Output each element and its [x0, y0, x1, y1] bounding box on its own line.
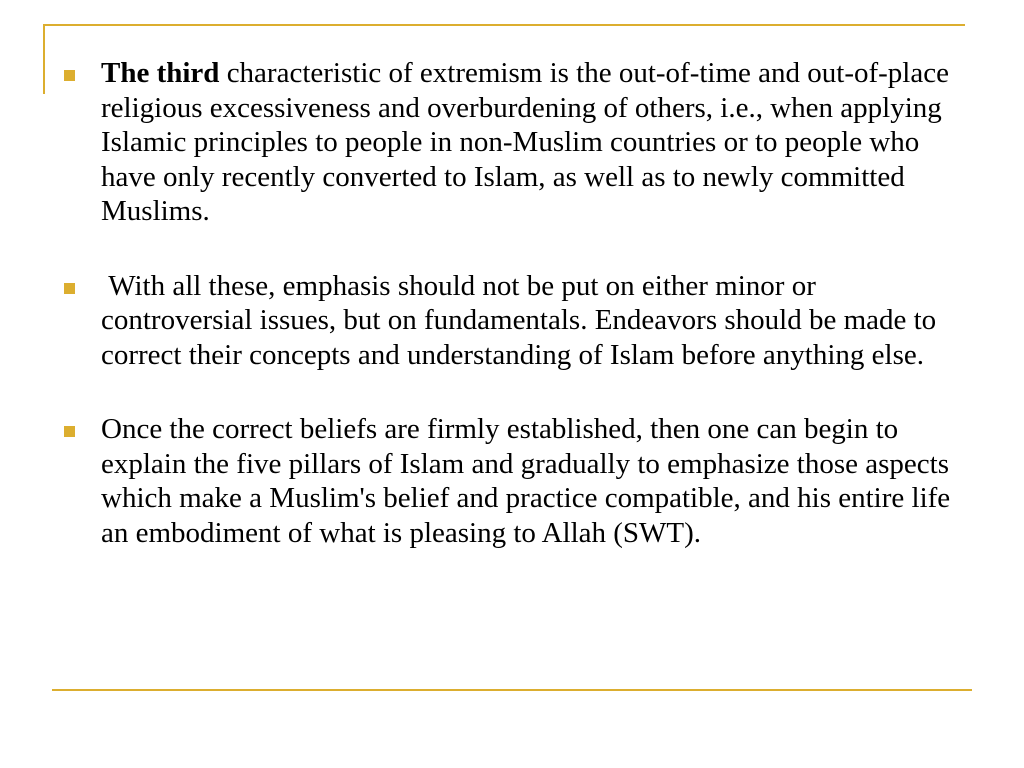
bullet-item-3: [64, 412, 964, 550]
square-bullet-icon: [64, 70, 75, 81]
bullet-text: [101, 56, 964, 229]
left-rule: [43, 24, 45, 94]
bullet-body: characteristic of extremism is the out-of-time and out-of-place religious excessiveness and overburdening of others, i.e., when applying Islamic principles to people in non-Muslim countries or to people who have only recently converted to Islam, as well as to newly committed Muslims.: [101, 57, 949, 227]
square-bullet-icon: [64, 283, 75, 294]
bottom-rule: [52, 689, 972, 691]
bullet-text: With all these, emphasis should not be put on either minor or controversial issues, but on fundamentals. Endeavors should be made to correct their concepts and understanding of Islam before anything else.: [101, 269, 937, 371]
bullet-lead: The third: [101, 57, 220, 89]
bullet-list: [64, 56, 964, 550]
bullet-item-1: [64, 56, 964, 229]
square-bullet-icon: [64, 426, 75, 437]
bullet-text: Once the correct beliefs are firmly established, then one can begin to explain the five pillars of Islam and gradually to emphasize those aspects which make a Muslim's belief and practice compatible, and his entire life an embodiment of what is pleasing to Allah (SWT).: [101, 413, 951, 549]
top-rule: [43, 24, 965, 26]
bullet-item-2: [64, 269, 964, 373]
